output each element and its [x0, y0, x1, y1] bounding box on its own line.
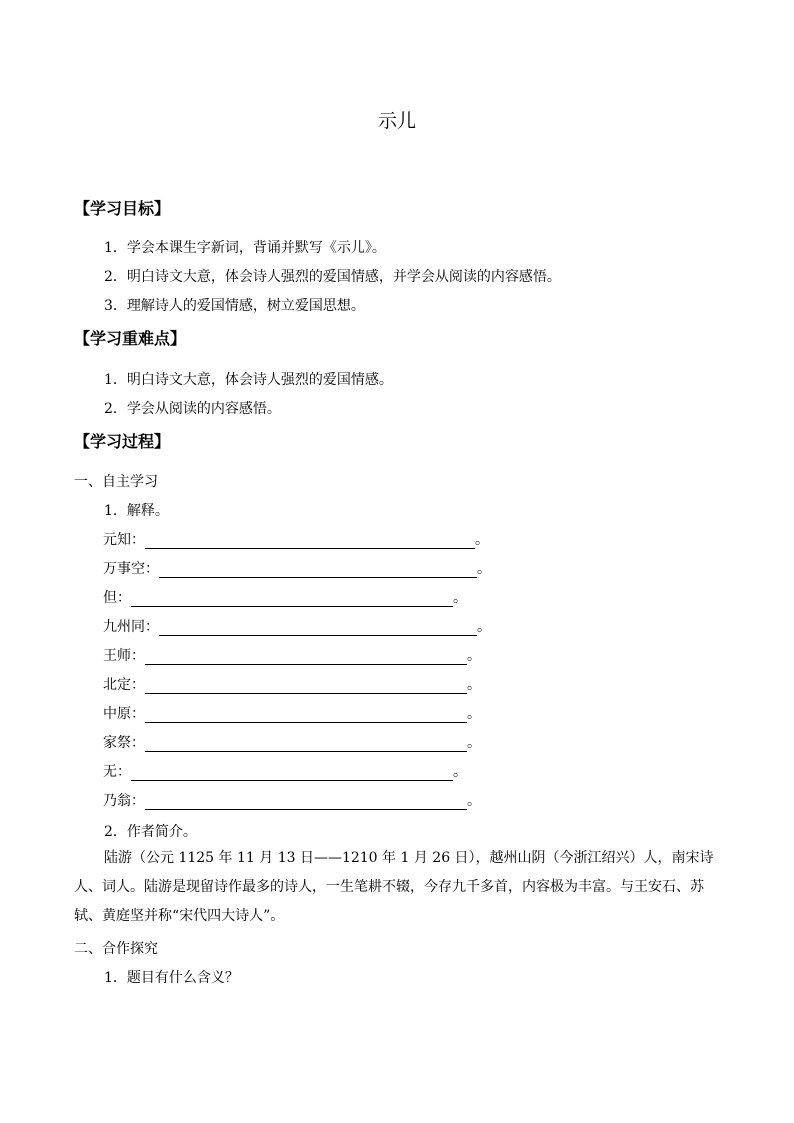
key-item-1: 1．明白诗文大意，体会诗人强烈的爱国情感。: [104, 372, 393, 388]
answer-blank[interactable]: [131, 766, 453, 781]
goal-item-3: 3．理解诗人的爱国情感，树立爱国思想。: [104, 298, 365, 314]
term-row-jiaji: [103, 732, 481, 752]
answer-blank[interactable]: [159, 621, 477, 636]
end-mark: 。: [467, 648, 481, 664]
answer-blank[interactable]: [145, 534, 475, 549]
term-label: 王师：: [103, 648, 145, 664]
question-title-meaning: 1．题目有什么含义？: [104, 970, 239, 986]
end-mark: 。: [453, 764, 467, 780]
term-row-naiweng: [103, 790, 481, 810]
term-label: 但：: [103, 590, 131, 606]
answer-blank[interactable]: [145, 650, 467, 665]
page-title: 示儿: [377, 110, 416, 132]
term-row-wu: [103, 761, 467, 781]
end-mark: 。: [467, 735, 481, 751]
answer-blank[interactable]: [145, 737, 467, 752]
part2-title: 二、合作探究: [74, 941, 158, 957]
term-row-yuanzhi: [103, 529, 489, 549]
term-row-jiuzhoutong: [103, 616, 491, 636]
author-bio: 陆游（公元 1125 年 11 月 13 日——1210 年 1 月 26 日），越州山阴（今浙江绍兴）人，南宋诗人、词人。陆游是现留诗作最多的诗人，一生笔耕不辍，今存九千多首，内容极为丰富。与王安石、苏轼、黄庭坚并称“宋代四大诗人”。: [74, 850, 714, 924]
answer-blank[interactable]: [159, 563, 477, 578]
term-row-wangshi: [103, 645, 481, 665]
term-label: 家祭：: [103, 735, 145, 751]
term-label: 无：: [103, 764, 131, 780]
term-row-wanshikong: [103, 558, 491, 578]
end-mark: 。: [475, 532, 489, 548]
heading-learning-goals: 【学习目标】: [74, 199, 171, 218]
term-row-beiding: [103, 674, 481, 694]
question-explain: 1．解释。: [104, 503, 169, 519]
goal-item-1: 1．学会本课生字新词，背诵并默写《示儿》。: [104, 240, 386, 256]
heading-learning-process: 【学习过程】: [74, 432, 171, 451]
term-label: 元知：: [103, 532, 145, 548]
term-label: 中原：: [103, 706, 145, 722]
answer-blank[interactable]: [145, 795, 467, 810]
term-label: 九州同：: [103, 619, 159, 635]
end-mark: 。: [467, 793, 481, 809]
question-author-intro: 2．作者简介。: [104, 824, 197, 840]
term-label: 万事空：: [103, 561, 159, 577]
end-mark: 。: [467, 706, 481, 722]
term-row-dan: [103, 587, 467, 607]
term-label: 北定：: [103, 677, 145, 693]
part1-title: 一、自主学习: [74, 474, 158, 490]
end-mark: 。: [453, 590, 467, 606]
end-mark: 。: [477, 561, 491, 577]
end-mark: 。: [477, 619, 491, 635]
goal-item-2: 2．明白诗文大意，体会诗人强烈的爱国情感，并学会从阅读的内容感悟。: [104, 269, 561, 285]
answer-blank[interactable]: [145, 708, 467, 723]
term-label: 乃翁：: [103, 793, 145, 809]
answer-blank[interactable]: [145, 679, 467, 694]
key-item-2: 2．学会从阅读的内容感悟。: [104, 401, 281, 417]
heading-key-points: 【学习重难点】: [74, 329, 187, 348]
answer-blank[interactable]: [131, 592, 453, 607]
end-mark: 。: [467, 677, 481, 693]
term-row-zhongyuan: [103, 703, 481, 723]
